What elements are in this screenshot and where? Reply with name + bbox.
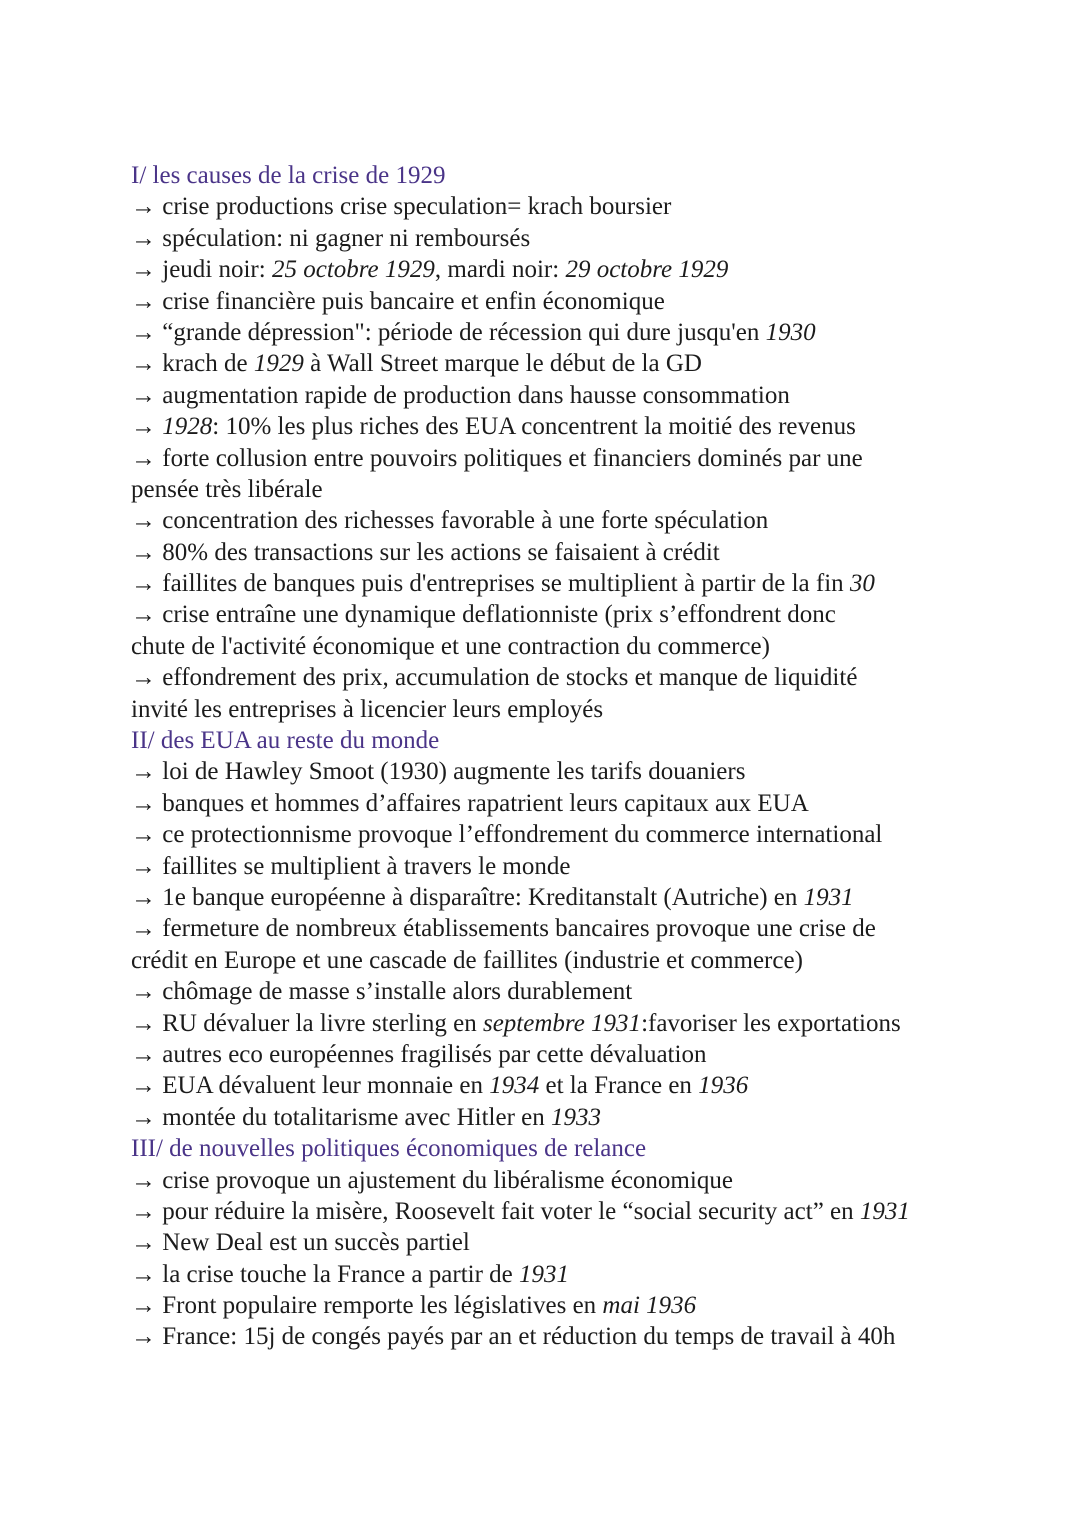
list-item bbox=[131, 568, 971, 599]
list-item-continuation bbox=[131, 694, 971, 725]
text-segment: → France: 15j de congés payés par an et réduction du temps de travail à 40h bbox=[131, 1323, 896, 1351]
text-segment: → loi de Hawley Smoot (1930) augmente les tarifs douaniers bbox=[131, 758, 746, 786]
list-item bbox=[131, 505, 971, 536]
list-item bbox=[131, 1321, 971, 1352]
list-item bbox=[131, 1196, 971, 1227]
list-item-continuation bbox=[131, 631, 971, 662]
list-item bbox=[131, 1102, 971, 1133]
text-segment: → banques et hommes d’affaires rapatrient leurs capitaux aux EUA bbox=[131, 789, 809, 817]
text-segment: → crise entraîne une dynamique deflationniste (prix s’effondrent donc bbox=[131, 601, 836, 629]
list-item bbox=[131, 1008, 971, 1039]
text-segment: :favoriser les exportations bbox=[641, 1009, 901, 1037]
list-item bbox=[131, 756, 971, 787]
list-item bbox=[131, 882, 971, 913]
text-segment: → faillites se multiplient à travers le monde bbox=[131, 852, 571, 880]
list-item bbox=[131, 380, 971, 411]
text-segment: et la France en bbox=[539, 1072, 699, 1100]
date-text: 1930 bbox=[765, 318, 816, 346]
list-item bbox=[131, 537, 971, 568]
list-item bbox=[131, 443, 971, 474]
text-segment: → bbox=[131, 413, 163, 441]
date-text: 1931 bbox=[803, 883, 854, 911]
date-text: 29 octobre 1929 bbox=[565, 256, 729, 284]
date-text: 1931 bbox=[859, 1197, 910, 1225]
date-text: mai 1936 bbox=[602, 1292, 697, 1320]
list-item bbox=[131, 1165, 971, 1196]
text-segment: → 1e banque européenne à disparaître: Kreditanstalt (Autriche) en bbox=[131, 883, 804, 911]
list-item bbox=[131, 599, 971, 630]
text-segment: → faillites de banques puis d'entreprises se multiplient à partir de la fin bbox=[131, 570, 850, 598]
list-item bbox=[131, 286, 971, 317]
text-segment: → ce protectionnisme provoque l’effondrement du commerce international bbox=[131, 821, 883, 849]
list-item bbox=[131, 223, 971, 254]
text-segment: pensée très libérale bbox=[131, 475, 323, 503]
text-segment: → autres eco européennes fragilisés par cette dévaluation bbox=[131, 1040, 707, 1068]
text-segment: , mardi noir: bbox=[434, 256, 566, 284]
text-segment: invité les entreprises à licencier leurs employés bbox=[131, 695, 604, 723]
text-segment: → concentration des richesses favorable à une forte spéculation bbox=[131, 507, 769, 535]
text-segment: → jeudi noir: bbox=[131, 256, 272, 284]
text-segment: : 10% les plus riches des EUA concentrent la moitié des revenus bbox=[212, 413, 856, 441]
list-item bbox=[131, 1290, 971, 1321]
list-item bbox=[131, 788, 971, 819]
text-segment: → forte collusion entre pouvoirs politiques et financiers dominés par une bbox=[131, 444, 863, 472]
list-item bbox=[131, 411, 971, 442]
text-segment: III/ de nouvelles politiques économiques de relance bbox=[131, 1135, 647, 1163]
list-item bbox=[131, 348, 971, 379]
text-segment: → krach de bbox=[131, 350, 254, 378]
notes-document bbox=[131, 160, 971, 1353]
text-segment: → crise productions crise speculation= krach boursier bbox=[131, 193, 672, 221]
text-segment: → augmentation rapide de production dans hausse consommation bbox=[131, 381, 790, 409]
list-item bbox=[131, 1259, 971, 1290]
list-item bbox=[131, 317, 971, 348]
list-item bbox=[131, 1227, 971, 1258]
text-segment: crédit en Europe et une cascade de faillites (industrie et commerce) bbox=[131, 946, 803, 974]
text-segment: à Wall Street marque le début de la GD bbox=[303, 350, 702, 378]
text-segment: → spéculation: ni gagner ni remboursés bbox=[131, 224, 531, 252]
list-item bbox=[131, 1070, 971, 1101]
text-segment: → crise provoque un ajustement du libéralisme économique bbox=[131, 1166, 733, 1194]
text-segment: → “grande dépression": période de récession qui dure jusqu'en bbox=[131, 318, 766, 346]
text-segment: chute de l'activité économique et une contraction du commerce) bbox=[131, 632, 770, 660]
list-item bbox=[131, 851, 971, 882]
date-text: septembre 1931 bbox=[482, 1009, 642, 1037]
text-segment: II/ des EUA au reste du monde bbox=[131, 727, 440, 755]
text-segment: → EUA dévaluent leur monnaie en bbox=[131, 1072, 490, 1100]
list-item bbox=[131, 191, 971, 222]
section-heading bbox=[131, 160, 971, 191]
text-segment: → crise financière puis bancaire et enfin économique bbox=[131, 287, 665, 315]
date-text: 1928 bbox=[162, 413, 213, 441]
text-segment: → fermeture de nombreux établissements bancaires provoque une crise de bbox=[131, 915, 876, 943]
date-text: 1929 bbox=[253, 350, 304, 378]
text-segment: → chômage de masse s’installe alors durablement bbox=[131, 978, 633, 1006]
text-segment: → 80% des transactions sur les actions se faisaient à crédit bbox=[131, 538, 720, 566]
text-segment: → RU dévaluer la livre sterling en bbox=[131, 1009, 483, 1037]
date-text: 1931 bbox=[519, 1260, 570, 1288]
text-segment: → pour réduire la misère, Roosevelt fait voter le “social security act” en bbox=[131, 1197, 860, 1225]
section-heading bbox=[131, 725, 971, 756]
section-heading bbox=[131, 1133, 971, 1164]
list-item bbox=[131, 254, 971, 285]
date-text: 1934 bbox=[489, 1072, 540, 1100]
text-segment: I/ les causes de la crise de 1929 bbox=[131, 162, 446, 189]
text-segment: → New Deal est un succès partiel bbox=[131, 1229, 470, 1257]
list-item bbox=[131, 1039, 971, 1070]
list-item-continuation bbox=[131, 945, 971, 976]
text-segment: → Front populaire remporte les législatives en bbox=[131, 1292, 603, 1320]
list-item bbox=[131, 913, 971, 944]
list-item bbox=[131, 819, 971, 850]
text-segment: → la crise touche la France a partir de bbox=[131, 1260, 520, 1288]
date-text: 25 octobre 1929 bbox=[271, 256, 435, 284]
date-text: 30 bbox=[849, 570, 875, 598]
text-segment: → montée du totalitarisme avec Hitler en bbox=[131, 1103, 551, 1131]
list-item bbox=[131, 662, 971, 693]
list-item-continuation bbox=[131, 474, 971, 505]
list-item bbox=[131, 976, 971, 1007]
date-text: 1936 bbox=[698, 1072, 749, 1100]
date-text: 1933 bbox=[551, 1103, 601, 1131]
text-segment: → effondrement des prix, accumulation de stocks et manque de liquidité bbox=[131, 664, 858, 692]
